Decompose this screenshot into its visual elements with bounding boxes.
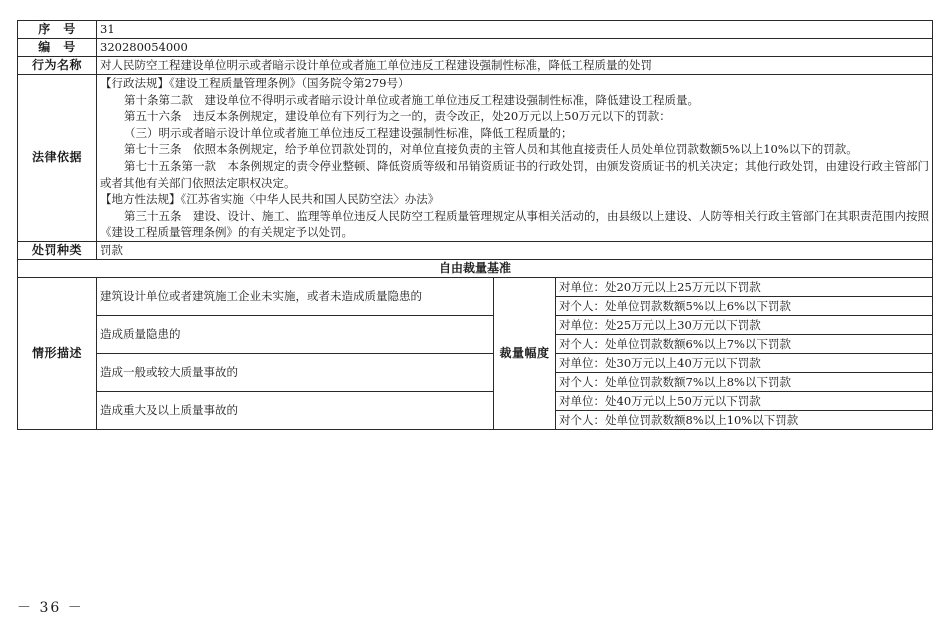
- page-number: － 36 －: [17, 600, 84, 616]
- range-cell: [556, 353, 933, 391]
- type-value: 罚款: [97, 241, 933, 259]
- seq-label: 序 号: [18, 21, 97, 39]
- name-value: 对人民防空工程建设单位明示或者暗示设计单位或者施工单位违反工程建设强制性标准，降低工程质量的处罚: [97, 57, 933, 75]
- basis-paragraph: 第三十五条 建设、设计、施工、监理等单位违反人民防空工程质量管理规定从事相关活动的，由县级以上建设、人防等相关行政主管部门在其职责范围内按照《建设工程质量管理条例》的有关规定予以处罚。: [100, 208, 929, 240]
- range-person: 对个人：处单位罚款数额8%以上10%以下罚款: [556, 410, 932, 429]
- range-unit: 对单位：处20万元以上25万元以下罚款: [559, 279, 761, 294]
- discretion-row: [18, 353, 933, 391]
- range-unit: 对单位：处25万元以上30万元以下罚款: [559, 317, 761, 332]
- range-label: 裁量幅度: [494, 277, 556, 429]
- row-seq: [18, 21, 933, 39]
- basis-paragraph: 【行政法规】《建设工程质量管理条例》（国务院令第279号）: [100, 76, 410, 90]
- range-person: 对个人：处单位罚款数额7%以上8%以下罚款: [556, 372, 932, 391]
- basis-paragraph: 【地方性法规】《江苏省实施〈中华人民共和国人民防空法〉办法》: [100, 192, 440, 207]
- document-page: [17, 20, 932, 430]
- seq-value: 31: [97, 21, 933, 39]
- situation-label: 情形描述: [18, 277, 97, 429]
- row-basis: [18, 75, 933, 242]
- discretion-row: [18, 391, 933, 429]
- condition-cell: 建筑设计单位或者建筑施工企业未实施，或者未造成质量隐患的: [97, 277, 494, 315]
- condition-cell: 造成质量隐患的: [97, 315, 494, 353]
- row-discretion-title: [18, 259, 933, 277]
- range-cell: [556, 391, 933, 429]
- discretion-row: [18, 315, 933, 353]
- code-label: 编 号: [18, 39, 97, 57]
- basis-label: 法律依据: [18, 75, 97, 242]
- basis-paragraph: 第五十六条 违反本条例规定，建设单位有下列行为之一的，责令改正，处20万元以上50万元以下的罚款：: [124, 109, 671, 124]
- basis-paragraph: （三）明示或者暗示设计单位或者施工单位违反工程建设强制性标准，降低工程质量的；: [124, 125, 573, 140]
- condition-cell: 造成重大及以上质量事故的: [97, 391, 494, 429]
- range-unit: 对单位：处40万元以上50万元以下罚款: [559, 393, 761, 408]
- row-type: [18, 241, 933, 259]
- type-label: 处罚种类: [18, 241, 97, 259]
- discretion-row: [18, 277, 933, 315]
- range-unit: 对单位：处30万元以上40万元以下罚款: [559, 355, 761, 370]
- range-person: 对个人：处单位罚款数额6%以上7%以下罚款: [556, 334, 932, 353]
- name-label: 行为名称: [18, 57, 97, 75]
- basis-paragraph: 第七十三条 依照本条例规定，给予单位罚款处罚的，对单位直接负责的主管人员和其他直接责任人员处单位罚款数额5%以上10%以下的罚款。: [124, 142, 858, 157]
- row-name: [18, 57, 933, 75]
- basis-paragraph: 第十条第二款 建设单位不得明示或者暗示设计单位或者施工单位违反工程建设强制性标准，降低建设工程质量。: [124, 92, 699, 107]
- range-cell: [556, 277, 933, 315]
- penalty-table: [17, 20, 933, 430]
- basis-content: [97, 75, 933, 242]
- condition-cell: 造成一般或较大质量事故的: [97, 353, 494, 391]
- row-code: [18, 39, 933, 57]
- basis-paragraph: 第七十五条第一款 本条例规定的责令停业整顿、降低资质等级和吊销资质证书的行政处罚，由颁发资质证书的机关决定；其他行政处罚，由建设行政主管部门或者其他有关部门依照法定职权决定。: [100, 158, 929, 190]
- range-cell: [556, 315, 933, 353]
- discretion-title: 自由裁量基准: [18, 259, 933, 277]
- code-value: 320280054000: [97, 39, 933, 57]
- range-person: 对个人：处单位罚款数额5%以上6%以下罚款: [556, 296, 932, 315]
